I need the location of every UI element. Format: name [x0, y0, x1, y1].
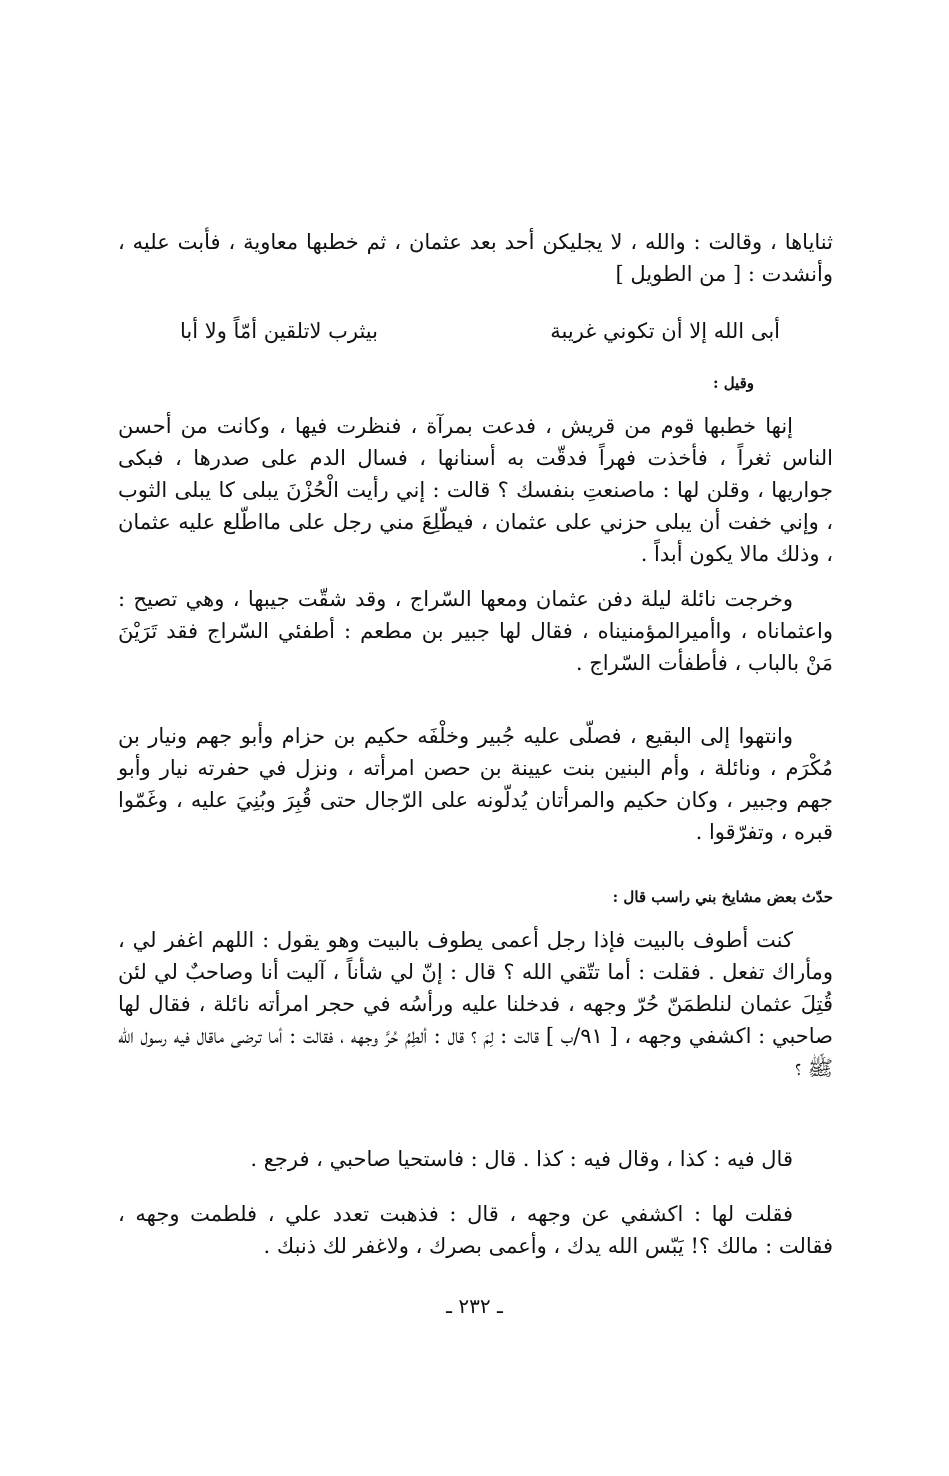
paragraph-2: [118, 410, 833, 570]
paragraph-4-text: وانتهوا إلى البقيع ، فصلّى عليه جُبير وخلْفَه حكيم بن حزام وأبو جهم ونيار بن مُكْرَم ، ونائلة ، وأم البنين بنت عيينة بن حصن امرأته ، ونزل في حفرته نيار وأبو جهم وجبير ، وكان حكيم والمرأتان يُدلّونه على الرّجال حتى قُبِرَ وبُنِيَ عليه ، وغَمّوا قبره ، وتفرّقوا .: [118, 724, 833, 844]
verse-first-hemistich: أبى الله إلا أن تكوني غريبة: [550, 319, 780, 343]
paragraph-1-line-1: ثناياها ، وقالت : والله ، لا يجليكن أحد بعد عثمان ، ثم خطبها معاوية ، فأبت عليه ،: [118, 230, 833, 254]
paragraph-7: [118, 1198, 833, 1262]
paragraph-3-text: وخرجت نائلة ليلة دفن عثمان ومعها السّراج ، وقد شقّت جيبها ، وهي تصيح : واعثماناه ، واأميرالمؤمنيناه ، فقال لها جبير بن مطعم : أطفئي السّراج فقد تَرَيْنَ مَنْ بالباب ، فأطفأت السّراج .: [118, 587, 833, 675]
paragraph-1-line-2: وأنشدت : [ من الطويل ]: [615, 262, 833, 286]
poem-verse: [180, 316, 780, 346]
paragraph-4: [118, 720, 833, 848]
paragraph-3: [118, 583, 833, 679]
paragraph-7-line-1: فقلت لها : اكشفي عن وجهه ، قال : فذهبت تعدد علي ، فلطمت وجهه ،: [118, 1202, 793, 1226]
page-number: ـ ٢٣٢ ـ: [446, 1294, 503, 1318]
paragraph-5-text: كنت أطوف بالبيت فإذا رجل أعمى يطوف بالبيت وهو يقول : اللهم اغفر لي ، ومأراك تفعل . فقلت : أما تتّقي الله ؟ قال : إنّ لي شأناً ، آليت أنا وصاحبٌ لي لئن قُتِلَ عثمان لنلطمَنّ حُرّ وجهه ، فدخلنا عليه ورأسُه في حجر امرأته نائلة ، فقال لها صاحبي : اكشفي وجهه ، [ ٩١/ب ] قالت : لِمَ ؟ قال : ألطِمُ حُرَّ وجهه ، فقالت : أما ترضى ماقال فيه رسول الله ﷺ ؟: [118, 928, 833, 1080]
paragraph-1: [118, 226, 833, 290]
section-heading-2: حدّث بعض مشايخ بني راسب قال :: [612, 888, 833, 906]
paragraph-6: [118, 1143, 833, 1175]
paragraph-6-text: قال فيه : كذا ، وقال فيه : كذا . قال : فاستحيا صاحبي ، فرجع .: [250, 1147, 793, 1171]
paragraph-7-line-2: فقالت : مالك ؟! يَبّس الله يدك ، وأعمى بصرك ، ولاغفر لك ذنبك .: [263, 1234, 833, 1258]
paragraph-2-text: إنها خطبها قوم من قريش ، فدعت بمرآة ، فنظرت فيها ، وكانت من أحسن الناس ثغراً ، فأخذت فهراً فدقّت به أسنانها ، فسال الدم على صدرها ، فبكى جواريها ، وقلن لها : ماصنعتِ بنفسك ؟ قالت : إني رأيت الْحُزْنَ يبلى كا يبلى الثوب ، وإني خفت أن يبلى حزني على عثمان ، فيطّلِعَ مني رجل على مااطّلع عليه عثمان ، وذلك مالا يكون أبداً .: [118, 414, 833, 566]
paragraph-5: [118, 924, 833, 1084]
verse-second-hemistich: بيثرب لاتلقين أمّاً ولا أبا: [180, 319, 378, 343]
section-heading-1: وقيل :: [712, 374, 754, 392]
